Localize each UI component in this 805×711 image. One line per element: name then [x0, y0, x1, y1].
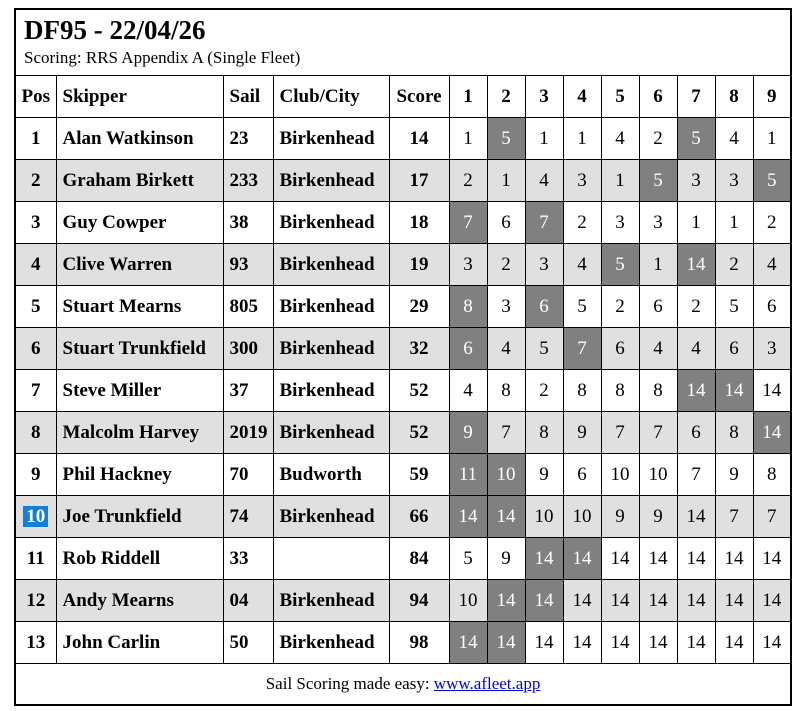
race-result-cell: 9: [601, 496, 639, 538]
race-result-discard-cell: 5: [639, 160, 677, 202]
selected-pos-highlight: 10: [23, 506, 48, 527]
race-result-cell: 6: [753, 286, 791, 328]
sail-cell: 70: [223, 454, 273, 496]
club-cell: Birkenhead: [273, 118, 389, 160]
race-result-cell: 3: [525, 244, 563, 286]
race-result-cell: 14: [677, 538, 715, 580]
pos-cell: 9: [15, 454, 56, 496]
race-result-discard-cell: 14: [449, 622, 487, 664]
race-result-cell: 1: [753, 118, 791, 160]
table-row: [15, 202, 791, 244]
race-result-cell: 6: [639, 286, 677, 328]
race-result-cell: 5: [525, 328, 563, 370]
race-result-cell: 6: [677, 412, 715, 454]
column-header-pos: Pos: [15, 76, 56, 118]
score-cell: 18: [389, 202, 449, 244]
race-result-cell: 14: [639, 538, 677, 580]
race-result-cell: 5: [715, 286, 753, 328]
pos-cell: 3: [15, 202, 56, 244]
race-result-discard-cell: 14: [487, 580, 525, 622]
race-result-cell: 6: [487, 202, 525, 244]
table-row: [15, 328, 791, 370]
race-result-cell: 7: [677, 454, 715, 496]
table-row: [15, 622, 791, 664]
pos-cell: 11: [15, 538, 56, 580]
race-result-discard-cell: 8: [449, 286, 487, 328]
title-row: [15, 9, 791, 76]
race-result-cell: 8: [487, 370, 525, 412]
afleet-link[interactable]: www.afleet.app: [433, 674, 541, 694]
race-result-cell: 14: [753, 538, 791, 580]
table-row: [15, 538, 791, 580]
race-result-cell: 14: [753, 622, 791, 664]
race-result-cell: 4: [677, 328, 715, 370]
footer-section: [15, 664, 791, 706]
footer-row: [15, 664, 791, 706]
race-result-cell: 3: [753, 328, 791, 370]
club-cell: Birkenhead: [273, 496, 389, 538]
race-result-discard-cell: 14: [715, 370, 753, 412]
race-result-cell: 14: [525, 622, 563, 664]
sail-cell: 2019: [223, 412, 273, 454]
race-result-cell: 14: [639, 622, 677, 664]
club-cell: Birkenhead: [273, 244, 389, 286]
race-result-cell: 1: [639, 244, 677, 286]
column-header-6: 6: [639, 76, 677, 118]
score-cell: 19: [389, 244, 449, 286]
score-cell: 52: [389, 370, 449, 412]
race-result-discard-cell: 11: [449, 454, 487, 496]
pos-cell: 5: [15, 286, 56, 328]
table-row: [15, 118, 791, 160]
column-header-club-city: Club/City: [273, 76, 389, 118]
race-result-cell: 4: [449, 370, 487, 412]
skipper-cell: Stuart Mearns: [56, 286, 223, 328]
race-result-discard-cell: 14: [525, 538, 563, 580]
column-header-4: 4: [563, 76, 601, 118]
race-result-cell: 4: [601, 118, 639, 160]
race-result-cell: 4: [563, 244, 601, 286]
race-result-discard-cell: 5: [753, 160, 791, 202]
score-cell: 52: [389, 412, 449, 454]
race-result-discard-cell: 14: [487, 622, 525, 664]
sail-cell: 50: [223, 622, 273, 664]
race-result-cell: 14: [753, 370, 791, 412]
race-result-cell: 14: [601, 580, 639, 622]
race-result-cell: 6: [715, 328, 753, 370]
race-result-cell: 10: [639, 454, 677, 496]
club-cell: Birkenhead: [273, 580, 389, 622]
race-result-cell: 3: [639, 202, 677, 244]
race-result-cell: 9: [639, 496, 677, 538]
race-result-cell: 14: [601, 538, 639, 580]
race-result-cell: 3: [677, 160, 715, 202]
race-result-discard-cell: 5: [677, 118, 715, 160]
race-result-cell: 8: [715, 412, 753, 454]
pos-cell: [15, 496, 56, 538]
score-cell: 94: [389, 580, 449, 622]
skipper-cell: Stuart Trunkfield: [56, 328, 223, 370]
race-result-cell: 10: [563, 496, 601, 538]
results-table: [14, 8, 792, 706]
skipper-cell: Clive Warren: [56, 244, 223, 286]
title-cell: [15, 9, 791, 76]
pos-cell: 4: [15, 244, 56, 286]
results-rows: [15, 118, 791, 664]
table-row: [15, 412, 791, 454]
race-result-cell: 14: [601, 622, 639, 664]
skipper-cell: Phil Hackney: [56, 454, 223, 496]
skipper-cell: John Carlin: [56, 622, 223, 664]
pos-cell: 1: [15, 118, 56, 160]
race-result-cell: 9: [563, 412, 601, 454]
score-cell: 84: [389, 538, 449, 580]
race-result-cell: 1: [563, 118, 601, 160]
skipper-cell: Rob Riddell: [56, 538, 223, 580]
skipper-cell: Joe Trunkfield: [56, 496, 223, 538]
column-header-score: Score: [389, 76, 449, 118]
race-result-cell: 2: [563, 202, 601, 244]
race-result-cell: 10: [601, 454, 639, 496]
race-result-cell: 1: [677, 202, 715, 244]
race-result-cell: 9: [715, 454, 753, 496]
pos-cell: 6: [15, 328, 56, 370]
race-result-cell: 14: [715, 580, 753, 622]
score-cell: 32: [389, 328, 449, 370]
race-result-cell: 14: [715, 622, 753, 664]
race-result-discard-cell: 14: [677, 244, 715, 286]
club-cell: Birkenhead: [273, 160, 389, 202]
column-header-7: 7: [677, 76, 715, 118]
table-row: [15, 454, 791, 496]
race-result-discard-cell: 9: [449, 412, 487, 454]
race-result-cell: 7: [639, 412, 677, 454]
score-cell: 66: [389, 496, 449, 538]
skipper-cell: Guy Cowper: [56, 202, 223, 244]
race-result-cell: 1: [525, 118, 563, 160]
skipper-cell: Alan Watkinson: [56, 118, 223, 160]
race-result-discard-cell: 14: [487, 496, 525, 538]
race-result-cell: 14: [753, 580, 791, 622]
race-result-cell: 14: [639, 580, 677, 622]
race-result-discard-cell: 6: [525, 286, 563, 328]
column-header-1: 1: [449, 76, 487, 118]
skipper-cell: Graham Birkett: [56, 160, 223, 202]
club-cell: [273, 538, 389, 580]
race-result-cell: 4: [639, 328, 677, 370]
column-header-5: 5: [601, 76, 639, 118]
race-result-cell: 7: [601, 412, 639, 454]
table-row: [15, 160, 791, 202]
sail-cell: 93: [223, 244, 273, 286]
race-result-cell: 14: [563, 580, 601, 622]
race-result-discard-cell: 5: [601, 244, 639, 286]
race-result-cell: 2: [601, 286, 639, 328]
pos-cell: 8: [15, 412, 56, 454]
table-row: [15, 286, 791, 328]
pos-cell: 2: [15, 160, 56, 202]
scoring-subtitle: Scoring: RRS Appendix A (Single Fleet): [24, 48, 301, 68]
sail-cell: 38: [223, 202, 273, 244]
race-result-cell: 5: [563, 286, 601, 328]
table-row: [15, 370, 791, 412]
race-result-cell: 4: [487, 328, 525, 370]
sail-cell: 300: [223, 328, 273, 370]
table-row: [15, 496, 791, 538]
race-result-discard-cell: 14: [753, 412, 791, 454]
race-result-cell: 3: [487, 286, 525, 328]
column-header-8: 8: [715, 76, 753, 118]
race-result-cell: 9: [487, 538, 525, 580]
race-result-cell: 8: [639, 370, 677, 412]
race-result-cell: 7: [487, 412, 525, 454]
footer-cell: [15, 664, 791, 706]
club-cell: Birkenhead: [273, 622, 389, 664]
column-header-3: 3: [525, 76, 563, 118]
pos-cell: 12: [15, 580, 56, 622]
race-result-cell: 3: [715, 160, 753, 202]
race-result-cell: 3: [563, 160, 601, 202]
club-cell: Birkenhead: [273, 328, 389, 370]
race-result-cell: 4: [525, 160, 563, 202]
sail-cell: 23: [223, 118, 273, 160]
skipper-cell: Malcolm Harvey: [56, 412, 223, 454]
score-cell: 59: [389, 454, 449, 496]
pos-cell: 7: [15, 370, 56, 412]
sail-cell: 74: [223, 496, 273, 538]
race-result-cell: 7: [753, 496, 791, 538]
race-result-cell: 2: [715, 244, 753, 286]
race-result-discard-cell: 6: [449, 328, 487, 370]
race-result-cell: 8: [601, 370, 639, 412]
club-cell: Birkenhead: [273, 412, 389, 454]
column-header-row: [15, 76, 791, 118]
club-cell: Budworth: [273, 454, 389, 496]
race-result-discard-cell: 14: [677, 370, 715, 412]
race-result-cell: 4: [753, 244, 791, 286]
race-result-cell: 1: [601, 160, 639, 202]
race-result-discard-cell: 10: [487, 454, 525, 496]
pos-cell: 13: [15, 622, 56, 664]
race-result-cell: 3: [601, 202, 639, 244]
score-cell: 98: [389, 622, 449, 664]
race-result-discard-cell: 5: [487, 118, 525, 160]
score-cell: 29: [389, 286, 449, 328]
title-section: [15, 9, 791, 118]
footer-text: Sail Scoring made easy:: [265, 674, 434, 694]
race-result-cell: 7: [715, 496, 753, 538]
race-result-cell: 6: [563, 454, 601, 496]
sail-cell: 233: [223, 160, 273, 202]
race-result-cell: 6: [601, 328, 639, 370]
race-result-cell: 10: [525, 496, 563, 538]
sail-cell: 37: [223, 370, 273, 412]
score-cell: 14: [389, 118, 449, 160]
race-result-discard-cell: 14: [449, 496, 487, 538]
race-result-cell: 14: [715, 538, 753, 580]
page-title: DF95 - 22/04/26: [24, 15, 206, 45]
race-result-cell: 14: [677, 580, 715, 622]
race-result-cell: 4: [715, 118, 753, 160]
race-result-cell: 5: [449, 538, 487, 580]
race-result-cell: 14: [563, 622, 601, 664]
race-result-cell: 14: [677, 622, 715, 664]
race-result-cell: 2: [487, 244, 525, 286]
race-result-cell: 3: [449, 244, 487, 286]
race-result-cell: 8: [563, 370, 601, 412]
race-result-discard-cell: 7: [563, 328, 601, 370]
race-result-cell: 2: [449, 160, 487, 202]
race-result-cell: 1: [449, 118, 487, 160]
race-result-cell: 2: [525, 370, 563, 412]
race-result-cell: 1: [487, 160, 525, 202]
column-header-sail: Sail: [223, 76, 273, 118]
race-result-cell: 8: [753, 454, 791, 496]
race-result-cell: 10: [449, 580, 487, 622]
score-cell: 17: [389, 160, 449, 202]
column-header-9: 9: [753, 76, 791, 118]
sail-cell: 04: [223, 580, 273, 622]
table-row: [15, 244, 791, 286]
column-header-skipper: Skipper: [56, 76, 223, 118]
skipper-cell: Andy Mearns: [56, 580, 223, 622]
race-result-discard-cell: 14: [563, 538, 601, 580]
race-result-discard-cell: 7: [449, 202, 487, 244]
race-result-cell: 14: [677, 496, 715, 538]
race-result-cell: 2: [753, 202, 791, 244]
sail-cell: 33: [223, 538, 273, 580]
club-cell: Birkenhead: [273, 370, 389, 412]
race-result-cell: 8: [525, 412, 563, 454]
club-cell: Birkenhead: [273, 202, 389, 244]
sail-cell: 805: [223, 286, 273, 328]
table-row: [15, 580, 791, 622]
race-result-cell: 1: [715, 202, 753, 244]
race-result-discard-cell: 14: [525, 580, 563, 622]
column-header-2: 2: [487, 76, 525, 118]
skipper-cell: Steve Miller: [56, 370, 223, 412]
race-result-cell: 9: [525, 454, 563, 496]
race-result-cell: 2: [639, 118, 677, 160]
race-result-cell: 2: [677, 286, 715, 328]
race-result-discard-cell: 7: [525, 202, 563, 244]
club-cell: Birkenhead: [273, 286, 389, 328]
